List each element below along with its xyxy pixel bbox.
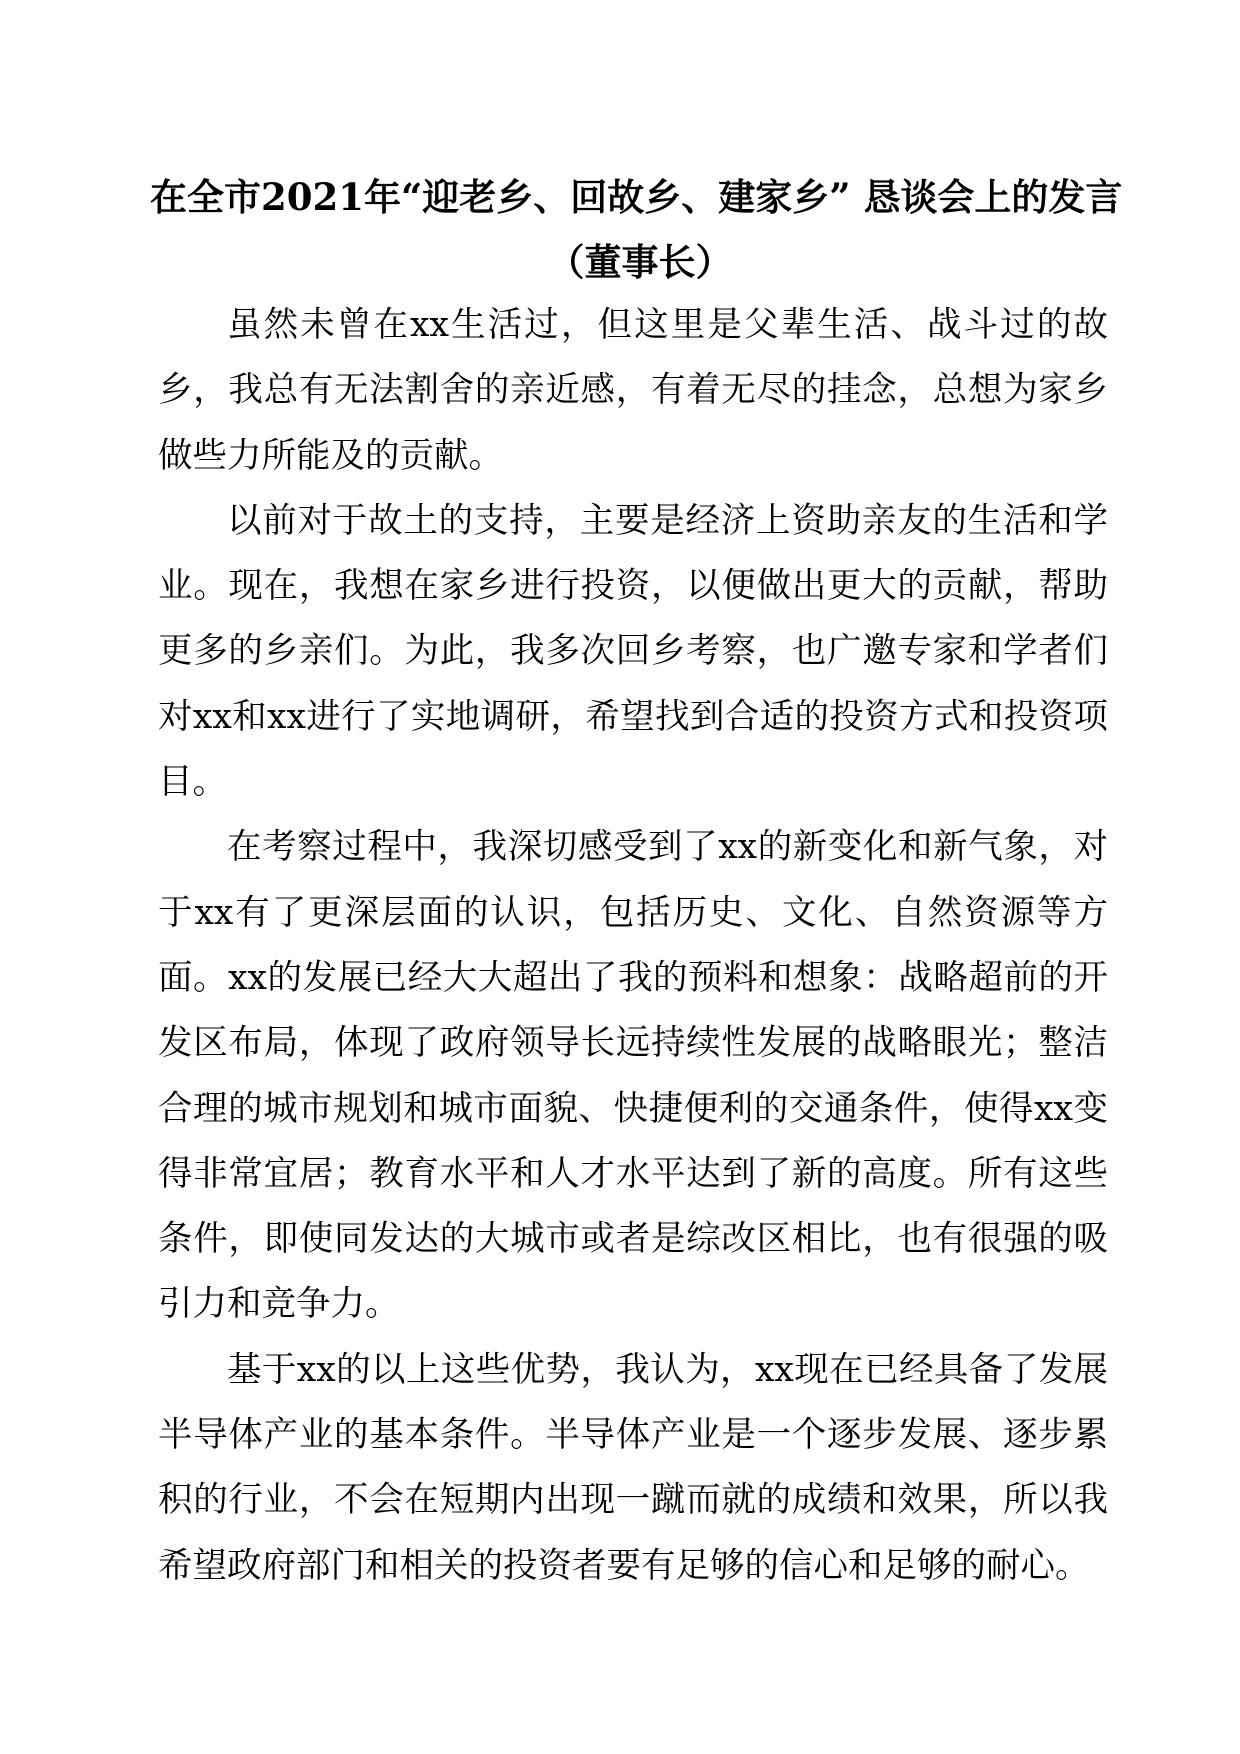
paragraph-3: 在考察过程中，我深切感受到了xx的新变化和新气象，对于xx有了更深层面的认识，包括历史、文化、自然资源等方面。xx的发展已经大大超出了我的预料和想象：战略超前的开发区布局，体现了政府领导长远持续性发展的战略眼光；整洁合理的城市规划和城市面貌、快捷便利的交通条件，使得xx变得非常宜居；教育水平和人才水平达到了新的高度。所有这些条件，即使同发达的大城市或者是综改区相比，也有很强的吸引力和竞争力。 bbox=[158, 827, 1108, 1325]
paragraph-1: 虽然未曾在xx生活过，但这里是父辈生活、战斗过的故乡，我总有无法割舍的亲近感，有着无尽的挂念，总想为家乡做些力所能及的贡献。 bbox=[158, 305, 1108, 476]
paragraph-4: 基于xx的以上这些优势，我认为，xx现在已经具备了发展半导体产业的基本条件。半导体产业是一个逐步发展、逐步累积的行业，不会在短期内出现一蹴而就的成绩和效果，所以我希望政府部门和相关的投资者要有足够的信心和足够的耐心。 bbox=[158, 1349, 1108, 1586]
document-subtitle: （董事长） bbox=[547, 240, 733, 284]
document-title: 在全市2021年“迎老乡、回故乡、建家乡” 恳谈会上的发言 bbox=[150, 175, 1123, 219]
document-body bbox=[158, 293, 1108, 1599]
paragraph-2: 以前对于故土的支持，主要是经济上资助亲友的生活和学业。现在，我想在家乡进行投资，以便做出更大的贡献，帮助更多的乡亲们。为此，我多次回乡考察，也广邀专家和学者们对xx和xx进行了实地调研，希望找到合适的投资方式和投资项目。 bbox=[158, 500, 1108, 803]
